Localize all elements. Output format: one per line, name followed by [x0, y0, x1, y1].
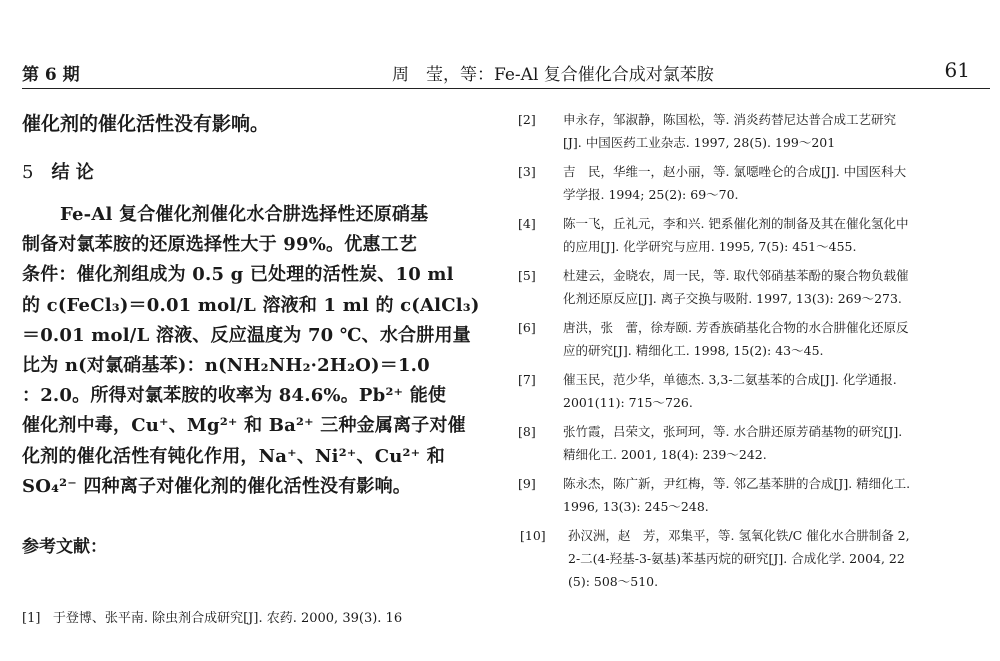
reference-line: 杜建云，金晓农，周一民，等. 取代邻硝基苯酚的聚合物负载催: [563, 268, 909, 283]
reference-line: 张竹霞，吕荣文，张珂珂，等. 水合肼还原芳硝基物的研究[J].: [563, 424, 903, 439]
reference-item: [518, 368, 986, 414]
reference-line: 唐洪，张 蕾，徐寿颐. 芳香族硝基化合物的水合肼催化还原反: [563, 320, 909, 335]
reference-line: 陈一飞，丘礼元，李和兴. 钯系催化剂的制备及其在催化氢化中: [563, 216, 909, 231]
reference-line: (5): 508～510.: [568, 574, 659, 589]
reference-number: [10]: [520, 528, 546, 543]
reference-number: [7]: [518, 372, 536, 387]
reference-number: [3]: [518, 164, 536, 179]
paragraph-line: 制备对氯苯胺的还原选择性大于 99%。优惠工艺: [22, 234, 418, 256]
reference-line: 的应用[J]. 化学研究与应用. 1995, 7(5): 451～455.: [563, 239, 857, 254]
reference-number: [5]: [518, 268, 536, 283]
issue-label: 第 6 期: [22, 65, 80, 85]
right-column-references: [518, 108, 986, 599]
conclusion-paragraph: [22, 200, 492, 502]
section-heading: [22, 160, 492, 186]
paragraph-line: ：2.0。所得对氯苯胺的收率为 84.6%。Pb²⁺ 能使: [22, 385, 447, 407]
reference-line: 吉 民，华维一，赵小丽，等. 氯噁唑仑的合成[J]. 中国医科大: [563, 164, 907, 179]
paragraph-line: 化剂的催化活性有钝化作用，Na⁺、Ni²⁺、Cu²⁺ 和: [22, 445, 445, 467]
reference-item: [518, 316, 986, 362]
paragraph-line: 条件：催化剂组成为 0.5 g 已处理的活性炭、10 ml: [22, 264, 454, 286]
reference-line: 孙汉洲，赵 芳，邓集平，等. 氢氧化铁/C 催化水合肼制备 2,: [568, 528, 910, 543]
paragraph-line: 催化剂中毒，Cu⁺、Mg²⁺ 和 Ba²⁺ 三种金属离子对催: [22, 415, 466, 437]
reference-number: [2]: [518, 112, 536, 127]
running-header: [0, 0, 1000, 92]
paragraph-line: 的 c(FeCl₃)＝0.01 mol/L 溶液和 1 ml 的 c(AlCl₃): [22, 294, 480, 316]
reference-line: 应的研究[J]. 精细化工. 1998, 15(2): 43～45.: [563, 343, 824, 358]
reference-item: [518, 212, 986, 258]
reference-line: [J]. 中国医药工业杂志. 1997, 28(5). 199～201: [563, 135, 836, 150]
header-rule: [22, 88, 990, 89]
reference-number: [8]: [518, 424, 536, 439]
section-title: 结 论: [51, 162, 94, 183]
paragraph-line: Fe-Al 复合催化剂催化水合肼选择性还原硝基: [60, 204, 429, 225]
reference-item: [518, 420, 986, 466]
paragraph-line: SO₄²⁻ 四种离子对催化剂的催化活性没有影响。: [22, 475, 412, 497]
reference-line: 于登博、张平南. 除虫剂合成研究[J]. 农药. 2000, 39(3). 16: [52, 611, 403, 626]
reference-item: [518, 264, 986, 310]
reference-line: 精细化工. 2001, 18(4): 239～242.: [563, 447, 767, 462]
paragraph-line: ＝0.01 mol/L 溶液、反应温度为 70 ℃、水合肼用量: [22, 324, 471, 346]
reference-line: 陈永杰，陈广新，尹红梅，等. 邻乙基苯肼的合成[J]. 精细化工.: [563, 476, 911, 491]
reference-line: 2001(11): 715～726.: [563, 395, 693, 410]
reference-line: 学学报. 1994; 25(2): 69～70.: [563, 187, 739, 202]
reference-number: [4]: [518, 216, 536, 231]
reference-line: 化剂还原反应[J]. 离子交换与吸附. 1997, 13(3): 269～273.: [563, 291, 902, 306]
references-heading: 参考文献：: [22, 537, 107, 558]
reference-number: [6]: [518, 320, 536, 335]
reference-line: 申永存，邹淑静，陈国松，等. 消炎药替尼达普合成工艺研究: [563, 112, 896, 127]
paragraph-line: 比为 n(对氯硝基苯)：n(NH₂NH₂·2H₂O)＝1.0: [22, 355, 430, 377]
continued-sentence: 催化剂的催化活性没有影响。: [22, 113, 270, 135]
reference-line: 催玉民，范少华，单德杰. 3,3-二氨基苯的合成[J]. 化学通报.: [563, 372, 897, 387]
reference-item: [518, 524, 986, 593]
section-number: 5: [22, 162, 34, 183]
reference-number: [9]: [518, 476, 536, 491]
left-column: [22, 98, 492, 557]
reference-line: 1996, 13(3): 245～248.: [563, 499, 709, 514]
reference-number: [1]: [22, 611, 41, 626]
reference-item: [518, 108, 986, 154]
page-number: 61: [944, 58, 970, 82]
reference-item: [22, 607, 402, 626]
reference-item: [518, 472, 986, 518]
reference-item: [518, 160, 986, 206]
reference-line: 2-二(4-羟基-3-氨基)苯基丙烷的研究[J]. 合成化学. 2004, 22: [568, 551, 905, 566]
running-title: 周 莹，等：Fe-Al 复合催化合成对氯苯胺: [392, 65, 714, 85]
